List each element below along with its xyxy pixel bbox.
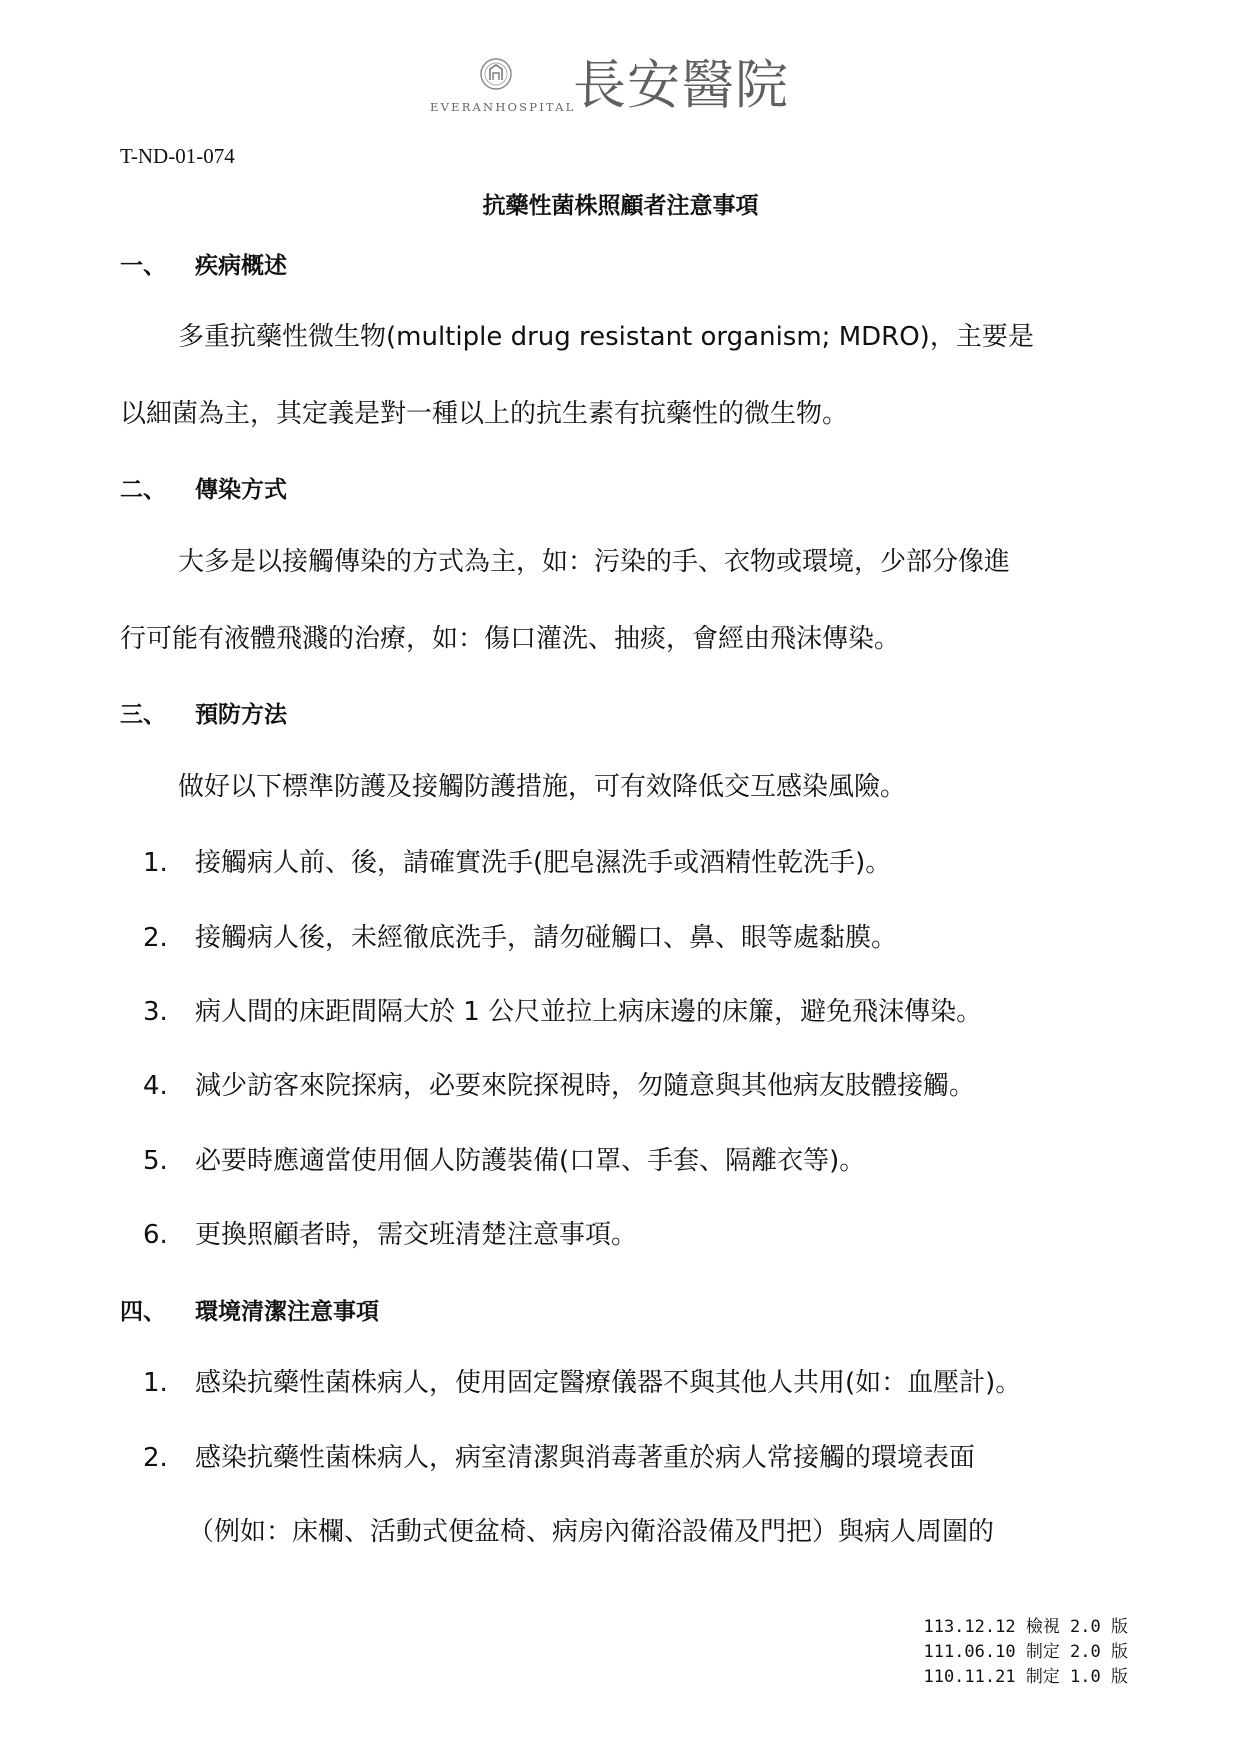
- document-title: 抗藥性菌株照顧者注意事項: [482, 193, 759, 219]
- list-item-continuation: （例如：床欄、活動式便盆椅、病房內衛浴設備及門把）與病人周圍的: [188, 1517, 995, 1547]
- hospital-logo: [430, 56, 850, 126]
- list-item-number: 4.: [143, 1071, 168, 1101]
- list-item: 減少訪客來院探病，必要來院探視時，勿隨意與其他病友肢體接觸。: [195, 1071, 976, 1101]
- logo-english-name: EVERANHOSPITAL: [430, 100, 576, 114]
- list-item-number: 1.: [143, 1368, 168, 1398]
- revision-line: 110.11.21 制定 1.0 版: [923, 1667, 1128, 1687]
- section-intro: 做好以下標準防護及接觸防護措施，可有效降低交互感染風險。: [178, 772, 907, 802]
- section-title: 疾病概述: [195, 253, 287, 279]
- list-item: 感染抗藥性菌株病人，病室清潔與消毒著重於病人常接觸的環境表面: [195, 1443, 976, 1473]
- section-title: 預防方法: [195, 702, 287, 728]
- everan-seal-icon: [478, 56, 514, 92]
- list-item: 必要時應適當使用個人防護裝備(口罩、手套、隔離衣等)。: [195, 1146, 866, 1176]
- section-number: 二、: [120, 477, 166, 503]
- list-item-number: 1.: [143, 848, 168, 878]
- section-title: 環境清潔注意事項: [195, 1299, 379, 1325]
- list-item: 感染抗藥性菌株病人，使用固定醫療儀器不與其他人共用(如：血壓計)。: [195, 1368, 1022, 1398]
- list-item-number: 2.: [143, 1443, 168, 1473]
- list-item-number: 3.: [143, 997, 168, 1027]
- list-item: 病人間的床距間隔大於 1 公尺並拉上病床邊的床簾，避免飛沫傳染。: [195, 997, 983, 1027]
- paragraph-line: 以細菌為主，其定義是對一種以上的抗生素有抗藥性的微生物。: [120, 399, 849, 429]
- list-item: 接觸病人前、後，請確實洗手(肥皂濕洗手或酒精性乾洗手)。: [195, 848, 892, 878]
- section-number: 一、: [120, 253, 166, 279]
- list-item-number: 6.: [143, 1220, 168, 1250]
- paragraph-line: 大多是以接觸傳染的方式為主，如：污染的手、衣物或環境，少部分像進: [178, 547, 1011, 577]
- list-item: 更換照顧者時，需交班清楚注意事項。: [195, 1220, 638, 1250]
- paragraph-line: 多重抗藥性微生物(multiple drug resistant organism; MDRO)，主要是: [178, 322, 1034, 352]
- section-number: 四、: [120, 1299, 166, 1325]
- list-item-number: 5.: [143, 1146, 168, 1176]
- document-code: T-ND-01-074: [120, 144, 235, 168]
- paragraph-line: 行可能有液體飛濺的治療，如：傷口灌洗、抽痰，會經由飛沫傳染。: [120, 624, 901, 654]
- revision-history: [923, 1615, 1128, 1690]
- list-item-number: 2.: [143, 923, 168, 953]
- list-item: 接觸病人後，未經徹底洗手，請勿碰觸口、鼻、眼等處黏膜。: [195, 923, 898, 953]
- logo-chinese-name: 長安醫院: [573, 55, 789, 116]
- section-number: 三、: [120, 702, 166, 728]
- section-title: 傳染方式: [195, 477, 287, 503]
- revision-line: 113.12.12 檢視 2.0 版: [923, 1617, 1128, 1637]
- revision-line: 111.06.10 制定 2.0 版: [923, 1642, 1128, 1662]
